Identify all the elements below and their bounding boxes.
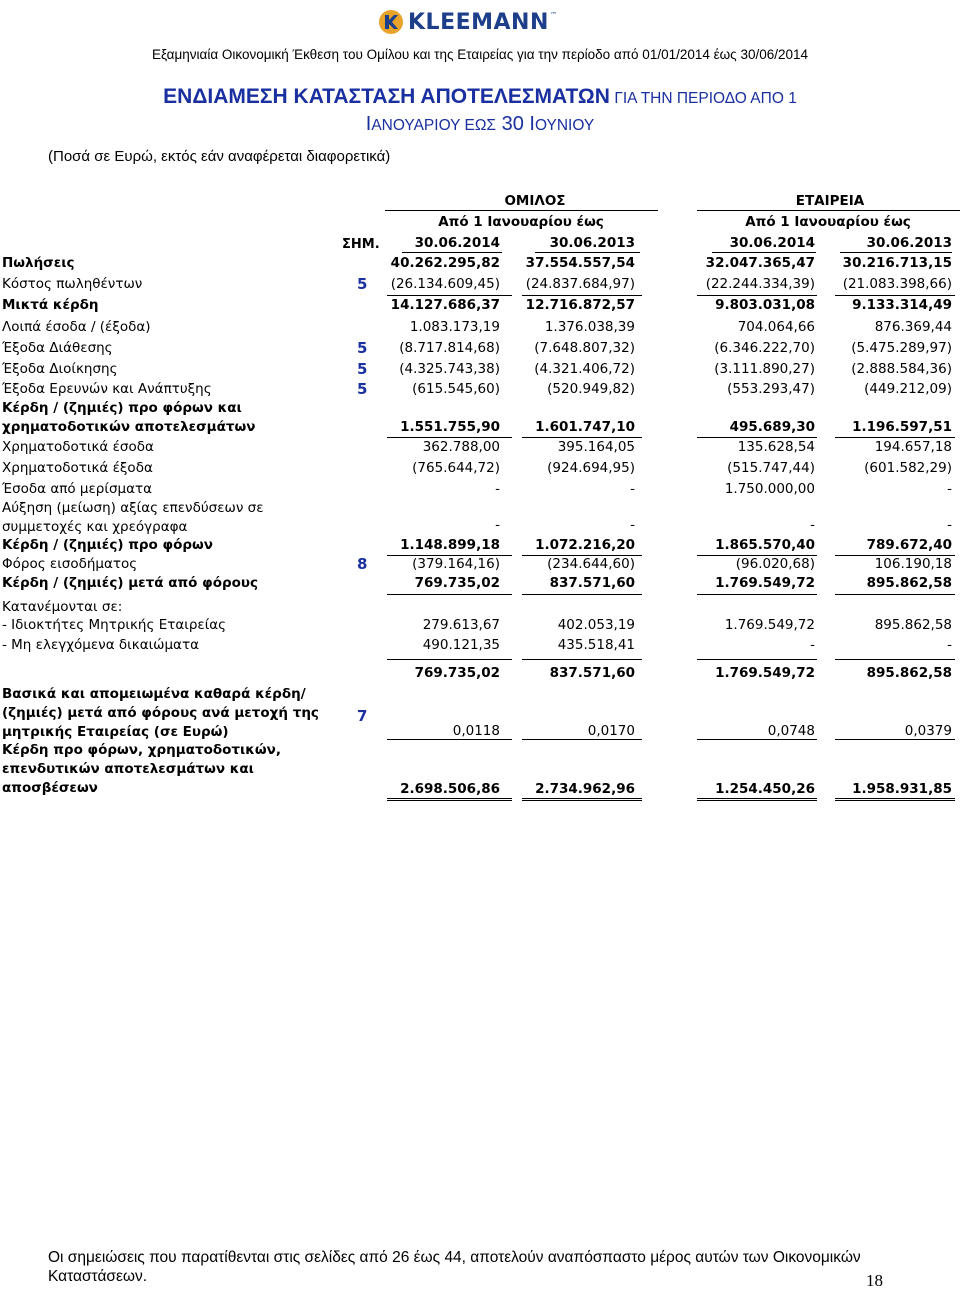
row-value: (5.475.289,97) [851,340,952,356]
total-rule [387,437,512,438]
row-value: 0,0379 [904,723,952,739]
total-rule [387,659,512,660]
row-value: 1.196.597,51 [852,419,952,435]
row-value: 1.254.450,26 [715,781,815,797]
row-value: 490.121,35 [422,637,500,653]
row-value: 1.865.570,40 [715,537,815,553]
date-company-2013: 30.06.2013 [866,235,952,251]
total-rule [697,659,817,660]
row-value: (4.321.406,72) [534,361,635,377]
title-main: ΕΝΔΙΑΜΕΣΗ ΚΑΤΑΣΤΑΣΗ ΑΠΟΤΕΛΕΣΜΑΤΩΝ [163,85,610,108]
row-label: χρηματοδοτικών αποτελεσμάτων [2,419,256,435]
row-label: Κέρδη / (ζημιές) προ φόρων [2,537,213,553]
total-rule [522,659,642,660]
total-rule [697,295,817,296]
row-value: (96.020,68) [735,556,815,572]
statement-title-line1 [0,85,960,109]
row-label: Κέρδη / (ζημιές) προ φόρων και [2,400,242,416]
row-value: 106.190,18 [874,556,952,572]
row-value: 1.083.173,19 [409,319,500,335]
total-rule [387,594,512,595]
row-value: 40.262.295,82 [390,255,500,271]
total-rule [522,739,642,740]
row-value: (449.212,09) [864,381,952,397]
row-value: 12.716.872,57 [525,297,635,313]
row-value: 30.216.713,15 [842,255,952,271]
row-note-ref: 5 [357,360,368,378]
row-note-ref: 5 [357,275,368,293]
row-value: 837.571,60 [549,575,635,591]
currency-note: (Ποσά σε Ευρώ, εκτός εάν αναφέρεται διαφορετικά) [48,148,391,165]
row-value: (26.134.609,45) [390,276,500,292]
row-value: 704.064,66 [737,319,815,335]
row-value: 895.862,58 [874,617,952,633]
statement-title-line2: ΙΑΝΟΥΑΡΙΟΥ ΕΩΣ 30 ΙΟΥΝΙΟΥ [365,113,595,135]
row-value: 402.053,19 [557,617,635,633]
row-value: - [495,481,500,497]
row-value: 2.734.962,96 [535,781,635,797]
total-rule [835,739,955,740]
row-value: 194.657,18 [874,439,952,455]
row-label: - Μη ελεγχόμενα δικαιώματα [2,637,199,653]
row-label: (ζημιές) μετά από φόρους ανά μετοχή της [2,705,319,721]
total-rule [387,739,512,740]
note-column-header: ΣΗΜ. [342,237,380,252]
row-value: 9.803.031,08 [715,297,815,313]
row-value: - [630,481,635,497]
row-value: 2.698.506,86 [400,781,500,797]
row-label: Έσοδα από μερίσματα [2,481,153,497]
row-value: (515.747,44) [727,460,815,476]
total-rule [835,594,955,595]
row-note-ref: 8 [357,555,368,573]
row-value: (8.717.814,68) [399,340,500,356]
row-value: (21.083.398,66) [842,276,952,292]
row-value: - [947,517,952,533]
row-value: 1.769.549,72 [715,575,815,591]
total-rule [697,555,817,556]
row-value: 37.554.557,54 [525,255,635,271]
row-label: μητρικής Εταιρείας (σε Ευρώ) [2,724,229,740]
total-rule [835,295,955,296]
kleemann-logo [378,8,578,38]
row-value: 9.133.314,49 [852,297,952,313]
row-value: (601.582,29) [864,460,952,476]
row-value: (615.545,60) [412,381,500,397]
row-value: 0,0170 [587,723,635,739]
date-company-2014: 30.06.2014 [729,235,815,251]
row-value: 14.127.686,37 [390,297,500,313]
row-label: Μικτά κέρδη [2,297,99,313]
row-label: επενδυτικών αποτελεσμάτων και [2,761,254,777]
row-value: (22.244.334,39) [705,276,815,292]
report-header-line: Εξαμηνιαία Οικονομική Έκθεση του Ομίλου και της Εταιρείας για την περίοδο από 01/01/2014 έως 30/06/2014 [151,47,809,62]
row-value: 0,0118 [452,723,500,739]
total-rule [522,555,642,556]
row-value: 1.072.216,20 [535,537,635,553]
footer-note: Οι σημειώσεις που παρατίθενται στις σελίδες από 26 έως 44, αποτελούν αναπόσπαστο μέρος αυτών των Οικονομικών Καταστάσεων. [48,1249,861,1285]
row-label: Βασικά και απομειωμένα καθαρά κέρδη/ [2,686,306,702]
row-label: Πωλήσεις [2,255,75,271]
group-period-label: Από 1 Ιανουαρίου έως [438,214,604,230]
total-rule [522,798,642,801]
date-group-2013: 30.06.2013 [549,235,635,251]
row-label: Χρηματοδοτικά έξοδα [2,460,153,476]
company-header: ΕΤΑΙΡΕΙΑ [795,193,865,209]
total-rule [697,739,817,740]
row-label: Κέρδη / (ζημιές) μετά από φόρους [2,575,259,591]
row-value: - [495,517,500,533]
total-rule [387,295,512,296]
row-value: 876.369,44 [874,319,952,335]
row-value: - [810,517,815,533]
row-value: 362.788,00 [422,439,500,455]
row-value: 895.862,58 [866,575,952,591]
company-period-label: Από 1 Ιανουαρίου έως [745,214,911,230]
row-value: 1.769.549,72 [724,617,815,633]
row-value: (553.293,47) [727,381,815,397]
total-rule [522,437,642,438]
row-value: (765.644,72) [412,460,500,476]
row-value: - [630,517,635,533]
total-rule [387,798,512,801]
row-value: - [810,637,815,653]
row-label: Έξοδα Διάθεσης [2,340,113,356]
row-value: 435.518,41 [557,637,635,653]
logo-mark-icon [378,8,404,36]
row-label: Φόρος εισοδήματος [2,556,138,572]
row-value: 1.769.549,72 [715,665,815,681]
row-value: 789.672,40 [866,537,952,553]
row-value: 279.613,67 [422,617,500,633]
row-value: 0,0748 [767,723,815,739]
row-label: Έξοδα Ερευνών και Ανάπτυξης [2,381,212,397]
row-value: 32.047.365,47 [705,255,815,271]
total-rule [835,798,955,801]
row-label: Αύξηση (μείωση) αξίας επενδύσεων σε [2,500,264,516]
row-value: 895.862,58 [866,665,952,681]
row-label: Κέρδη προ φόρων, χρηματοδοτικών, [2,742,281,758]
total-rule [697,798,817,801]
row-label: Χρηματοδοτικά έσοδα [2,439,154,455]
row-value: 1.148.899,18 [400,537,500,553]
logo-text: KLEEMANN [408,10,549,35]
total-rule [522,295,642,296]
row-value: (924.694,95) [547,460,635,476]
row-value: 1.551.755,90 [400,419,500,435]
row-value: (520.949,82) [547,381,635,397]
logo-tm: ™ [550,11,557,19]
row-value: (379.164,16) [412,556,500,572]
total-rule [835,659,955,660]
total-rule [835,555,955,556]
row-label: Έξοδα Διοίκησης [2,361,118,377]
row-value: 769.735,02 [414,665,500,681]
group-header: ΟΜΙΛΟΣ [504,193,566,209]
row-value: (2.888.584,36) [851,361,952,377]
row-label: συμμετοχές και χρεόγραφα [2,519,188,535]
row-label: Κόστος πωληθέντων [2,276,143,292]
total-rule [835,437,955,438]
row-value: - [947,481,952,497]
row-value: (234.644,60) [547,556,635,572]
total-rule [697,437,817,438]
total-rule [387,555,512,556]
row-value: (6.346.222,70) [714,340,815,356]
date-group-2014: 30.06.2014 [414,235,500,251]
row-value: 495.689,30 [729,419,815,435]
row-value: 135.628,54 [737,439,815,455]
row-value: 1.750.000,00 [724,481,815,497]
row-value: (24.837.684,97) [525,276,635,292]
row-label: Κατανέμονται σε: [2,599,123,615]
row-note-ref: 7 [357,707,368,725]
row-value: 395.164,05 [557,439,635,455]
row-label: - Ιδιοκτήτες Μητρικής Εταιρείας [2,617,227,633]
row-value: 837.571,60 [549,665,635,681]
row-value: 1.601.747,10 [535,419,635,435]
row-label: Λοιπά έσοδα / (έξοδα) [2,319,151,335]
row-value: 1.376.038,39 [544,319,635,335]
row-label: αποσβέσεων [2,780,98,796]
row-value: - [947,637,952,653]
page-number: 18 [866,1271,883,1290]
row-value: 1.958.931,85 [852,781,952,797]
title-period: ΓΙΑ ΤΗΝ ΠΕΡΙΟΔΟ ΑΠΟ 1 [614,90,797,107]
row-value: (3.111.890,27) [714,361,815,377]
row-note-ref: 5 [357,380,368,398]
row-value: (7.648.807,32) [534,340,635,356]
row-value: (4.325.743,38) [399,361,500,377]
total-rule [697,594,817,595]
row-value: 769.735,02 [414,575,500,591]
total-rule [522,594,642,595]
row-note-ref: 5 [357,339,368,357]
